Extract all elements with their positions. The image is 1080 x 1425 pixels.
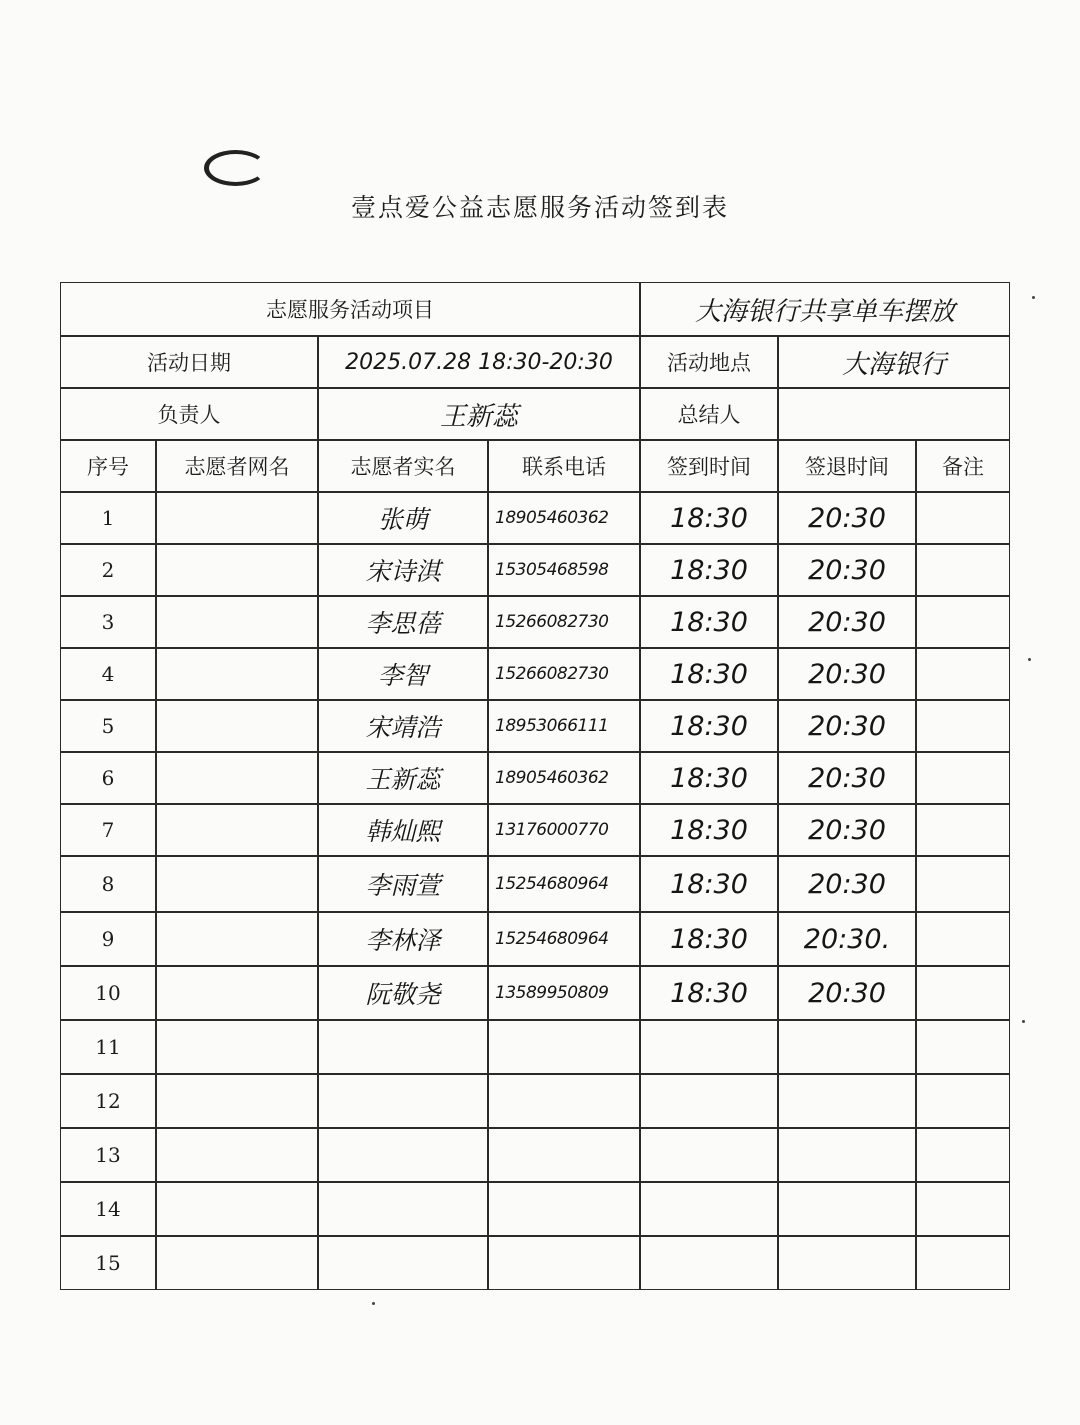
phone-cell: 18905460362 — [488, 752, 640, 804]
row-number: 2 — [60, 544, 156, 596]
summary-label: 总结人 — [640, 388, 778, 440]
phone-cell: 15266082730 — [488, 648, 640, 700]
col-header-note: 备注 — [916, 440, 1010, 492]
nickname-cell — [156, 856, 318, 912]
nickname-cell — [156, 1236, 318, 1290]
speck — [1022, 1020, 1025, 1023]
nickname-cell — [156, 1020, 318, 1074]
row-number: 1 — [60, 492, 156, 544]
note-cell — [916, 1074, 1010, 1128]
note-cell — [916, 492, 1010, 544]
row-number: 9 — [60, 912, 156, 966]
note-cell — [916, 1128, 1010, 1182]
realname-cell — [318, 1182, 488, 1236]
signout-time-cell: 20:30 — [778, 804, 916, 856]
nickname-cell — [156, 492, 318, 544]
note-cell — [916, 1236, 1010, 1290]
col-header-signout: 签退时间 — [778, 440, 916, 492]
nickname-cell — [156, 596, 318, 648]
row-number: 4 — [60, 648, 156, 700]
phone-cell — [488, 1182, 640, 1236]
note-cell — [916, 752, 1010, 804]
realname-cell — [318, 1074, 488, 1128]
phone-cell: 18953066111 — [488, 700, 640, 752]
realname-cell — [318, 1020, 488, 1074]
realname-cell: 宋诗淇 — [318, 544, 488, 596]
note-cell — [916, 596, 1010, 648]
phone-cell — [488, 1236, 640, 1290]
nickname-cell — [156, 912, 318, 966]
col-header-phone: 联系电话 — [488, 440, 640, 492]
speck — [372, 1302, 375, 1305]
phone-cell: 13176000770 — [488, 804, 640, 856]
row-number: 10 — [60, 966, 156, 1020]
signin-time-cell: 18:30 — [640, 596, 778, 648]
signin-time-cell: 18:30 — [640, 804, 778, 856]
signout-time-cell: 20:30 — [778, 544, 916, 596]
realname-cell: 宋靖浩 — [318, 700, 488, 752]
signin-time-cell: 18:30 — [640, 492, 778, 544]
row-number: 3 — [60, 596, 156, 648]
signout-time-cell — [778, 1020, 916, 1074]
note-cell — [916, 544, 1010, 596]
signin-time-cell — [640, 1236, 778, 1290]
nickname-cell — [156, 966, 318, 1020]
row-number: 13 — [60, 1128, 156, 1182]
signin-time-cell — [640, 1020, 778, 1074]
realname-cell: 李思蓓 — [318, 596, 488, 648]
realname-cell: 李雨萱 — [318, 856, 488, 912]
signin-time-cell: 18:30 — [640, 856, 778, 912]
signin-time-cell — [640, 1128, 778, 1182]
signout-time-cell — [778, 1182, 916, 1236]
nickname-cell — [156, 804, 318, 856]
summary-value — [778, 388, 1010, 440]
phone-cell — [488, 1074, 640, 1128]
note-cell — [916, 1020, 1010, 1074]
signin-time-cell: 18:30 — [640, 544, 778, 596]
realname-cell: 韩灿熙 — [318, 804, 488, 856]
date-label: 活动日期 — [60, 336, 318, 388]
phone-cell: 15266082730 — [488, 596, 640, 648]
signin-time-cell: 18:30 — [640, 700, 778, 752]
phone-cell — [488, 1128, 640, 1182]
nickname-cell — [156, 752, 318, 804]
project-value: 大海银行共享单车摆放 — [640, 282, 1010, 336]
speck — [1028, 658, 1031, 661]
nickname-cell — [156, 544, 318, 596]
row-number: 6 — [60, 752, 156, 804]
row-number: 7 — [60, 804, 156, 856]
signout-time-cell — [778, 1074, 916, 1128]
leader-label: 负责人 — [60, 388, 318, 440]
realname-cell: 张萌 — [318, 492, 488, 544]
scribble-mark-icon — [204, 150, 267, 186]
col-header-nickname: 志愿者网名 — [156, 440, 318, 492]
row-number: 11 — [60, 1020, 156, 1074]
phone-cell: 18905460362 — [488, 492, 640, 544]
phone-cell — [488, 1020, 640, 1074]
row-number: 15 — [60, 1236, 156, 1290]
signout-time-cell: 20:30 — [778, 648, 916, 700]
note-cell — [916, 912, 1010, 966]
row-number: 5 — [60, 700, 156, 752]
date-value: 2025.07.28 18:30-20:30 — [318, 336, 640, 388]
signin-time-cell — [640, 1074, 778, 1128]
row-number: 14 — [60, 1182, 156, 1236]
signout-time-cell: 20:30 — [778, 596, 916, 648]
signout-time-cell: 20:30 — [778, 966, 916, 1020]
note-cell — [916, 700, 1010, 752]
phone-cell: 13589950809 — [488, 966, 640, 1020]
nickname-cell — [156, 1128, 318, 1182]
note-cell — [916, 648, 1010, 700]
signin-time-cell: 18:30 — [640, 912, 778, 966]
signout-time-cell: 20:30 — [778, 856, 916, 912]
signin-time-cell — [640, 1182, 778, 1236]
signout-time-cell — [778, 1236, 916, 1290]
note-cell — [916, 804, 1010, 856]
location-label: 活动地点 — [640, 336, 778, 388]
phone-cell: 15254680964 — [488, 912, 640, 966]
note-cell — [916, 856, 1010, 912]
page-title: 壹点爱公益志愿服务活动签到表 — [350, 193, 729, 222]
signout-time-cell — [778, 1128, 916, 1182]
project-label: 志愿服务活动项目 — [60, 282, 640, 336]
nickname-cell — [156, 648, 318, 700]
realname-cell: 阮敬尧 — [318, 966, 488, 1020]
realname-cell: 李林泽 — [318, 912, 488, 966]
signout-time-cell: 20:30 — [778, 752, 916, 804]
signin-table — [60, 282, 1010, 1292]
speck — [1032, 296, 1035, 299]
location-value: 大海银行 — [778, 336, 1010, 388]
phone-cell: 15305468598 — [488, 544, 640, 596]
signin-time-cell: 18:30 — [640, 648, 778, 700]
nickname-cell — [156, 700, 318, 752]
signout-time-cell: 20:30. — [778, 912, 916, 966]
col-header-no: 序号 — [60, 440, 156, 492]
col-header-realname: 志愿者实名 — [318, 440, 488, 492]
signout-time-cell: 20:30 — [778, 700, 916, 752]
signin-time-cell: 18:30 — [640, 966, 778, 1020]
leader-value: 王新蕊 — [318, 388, 640, 440]
note-cell — [916, 1182, 1010, 1236]
nickname-cell — [156, 1182, 318, 1236]
signin-time-cell: 18:30 — [640, 752, 778, 804]
realname-cell — [318, 1236, 488, 1290]
col-header-signin: 签到时间 — [640, 440, 778, 492]
realname-cell: 李智 — [318, 648, 488, 700]
nickname-cell — [156, 1074, 318, 1128]
realname-cell — [318, 1128, 488, 1182]
row-number: 12 — [60, 1074, 156, 1128]
signout-time-cell: 20:30 — [778, 492, 916, 544]
phone-cell: 15254680964 — [488, 856, 640, 912]
realname-cell: 王新蕊 — [318, 752, 488, 804]
row-number: 8 — [60, 856, 156, 912]
note-cell — [916, 966, 1010, 1020]
